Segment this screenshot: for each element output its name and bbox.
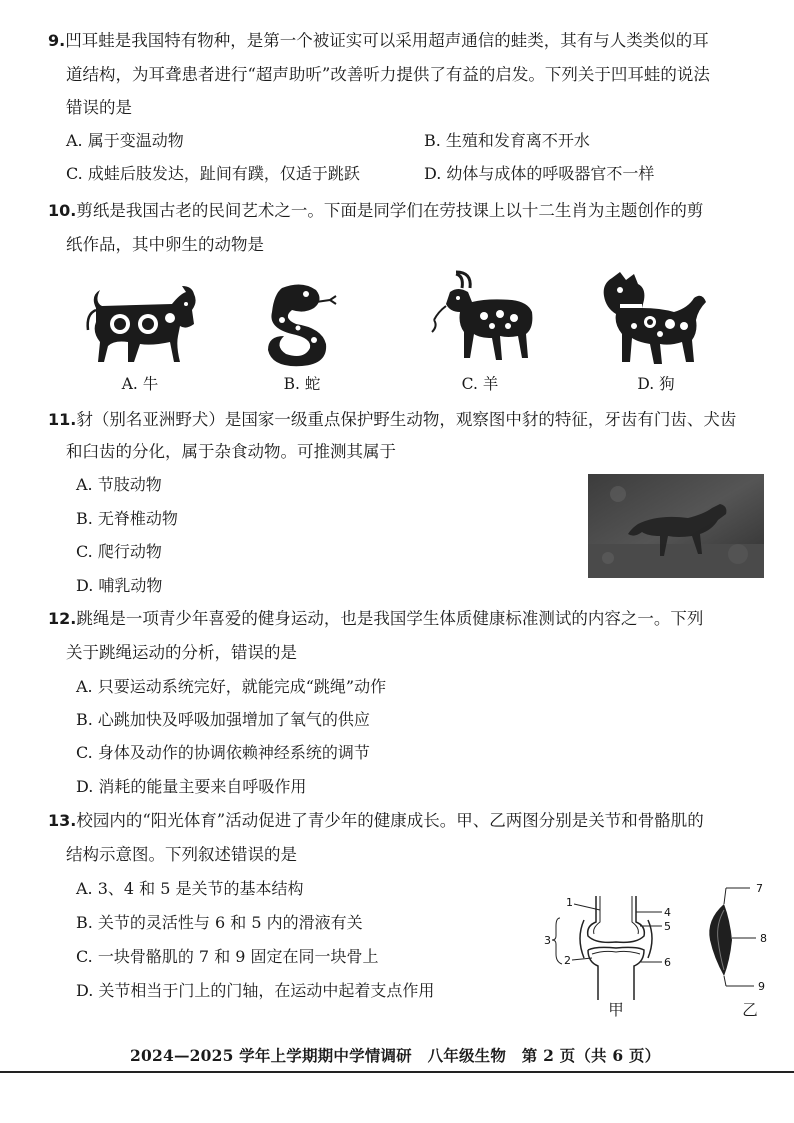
q13-number: 13. [48,811,77,830]
muscle-label-7: 7 [756,882,763,895]
q13-line2: 结构示意图。下列叙述错误的是 [66,845,297,864]
q13-option-d: D. 关节相当于门上的门轴，在运动中起着支点作用 [76,981,435,1000]
q13-option-a: A. 3、4 和 5 是关节的基本结构 [76,879,304,898]
q10-caption-a: A. 牛 [121,375,159,393]
dhole-photo [588,474,764,578]
q9-option-c: C. 成蛙后肢发达，趾间有蹼，仅适于跳跃 [66,164,360,183]
q13-line1: 13.校园内的“阳光体育”活动促进了青少年的健康成长。甲、乙两图分别是关节和骨骼肌的 [48,811,704,830]
muscle-label-8: 8 [760,932,767,945]
papercut-dog-image [598,268,710,372]
q12-option-c: C. 身体及动作的协调依赖神经系统的调节 [76,743,370,762]
joint-label-1: 1 [566,896,573,909]
q12-line2: 关于跳绳运动的分析，错误的是 [66,643,297,662]
joint-label-4: 4 [664,906,671,919]
figure-yi-caption: 乙 [742,1001,758,1019]
q9-option-b: B. 生殖和发育离不开水 [424,131,590,150]
q10-number: 10. [48,201,77,220]
q12-line1: 12.跳绳是一项青少年喜爱的健身运动，也是我国学生体质健康标准测试的内容之一。下列 [48,609,704,628]
q9-number: 9. [48,31,66,50]
footer-divider [0,1071,794,1073]
q9-line3: 错误的是 [66,98,132,117]
q11-line1: 11.豺（别名亚洲野犬）是国家一级重点保护野生动物，观察图中豺的特征，牙齿有门齿、犬齿 [48,410,737,429]
q12-option-d: D. 消耗的能量主要来自呼吸作用 [76,777,307,796]
figure-jia-caption: 甲 [608,1001,624,1019]
joint-structure-diagram [540,892,690,1004]
q9-line2: 道结构，为耳聋患者进行“超声助听”改善听力提供了有益的启发。下列关于凹耳蛙的说法 [66,65,710,84]
q11-option-d: D. 哺乳动物 [76,576,163,595]
q13-option-b: B. 关节的灵活性与 6 和 5 内的滑液有关 [76,913,363,932]
q11-option-b: B. 无脊椎动物 [76,509,178,528]
q12-number: 12. [48,609,77,628]
q11-option-c: C. 爬行动物 [76,542,162,561]
papercut-ox-image [82,280,202,368]
q11-option-a: A. 节肢动物 [76,475,162,494]
skeletal-muscle-diagram [700,880,780,998]
q10-caption-c: C. 羊 [461,375,499,393]
q10-caption-d: D. 狗 [637,375,675,393]
q11-number: 11. [48,410,77,429]
q9-option-d: D. 幼体与成体的呼吸器官不一样 [424,164,655,183]
joint-label-6: 6 [664,956,671,969]
q9-line1: 9.凹耳蛙是我国特有物种，是第一个被证实可以采用超声通信的蛙类，其有与人类类似的耳 [48,31,709,50]
q10-caption-b: B. 蛇 [283,375,321,393]
muscle-label-9: 9 [758,980,765,993]
q11-line2: 和臼齿的分化，属于杂食动物。可推测其属于 [66,442,396,461]
papercut-snake-image [252,280,352,372]
q10-line1: 10.剪纸是我国古老的民间艺术之一。下面是同学们在劳技课上以十二生肖为主题创作的剪 [48,201,704,220]
joint-label-5: 5 [664,920,671,933]
q12-option-a: A. 只要运动系统完好，就能完成“跳绳”动作 [76,677,387,696]
q10-line2: 纸作品，其中卵生的动物是 [66,235,264,254]
joint-label-3: 3 [544,934,551,947]
q13-option-c: C. 一块骨骼肌的 7 和 9 固定在同一块骨上 [76,947,379,966]
q12-option-b: B. 心跳加快及呼吸加强增加了氧气的供应 [76,710,370,729]
q9-option-a: A. 属于变温动物 [66,131,184,150]
page-footer: 2024—2025 学年上学期期中学情调研 八年级生物 第 2 页（共 6 页） [130,1046,661,1065]
papercut-goat-image [428,268,540,370]
joint-label-2: 2 [564,954,571,967]
